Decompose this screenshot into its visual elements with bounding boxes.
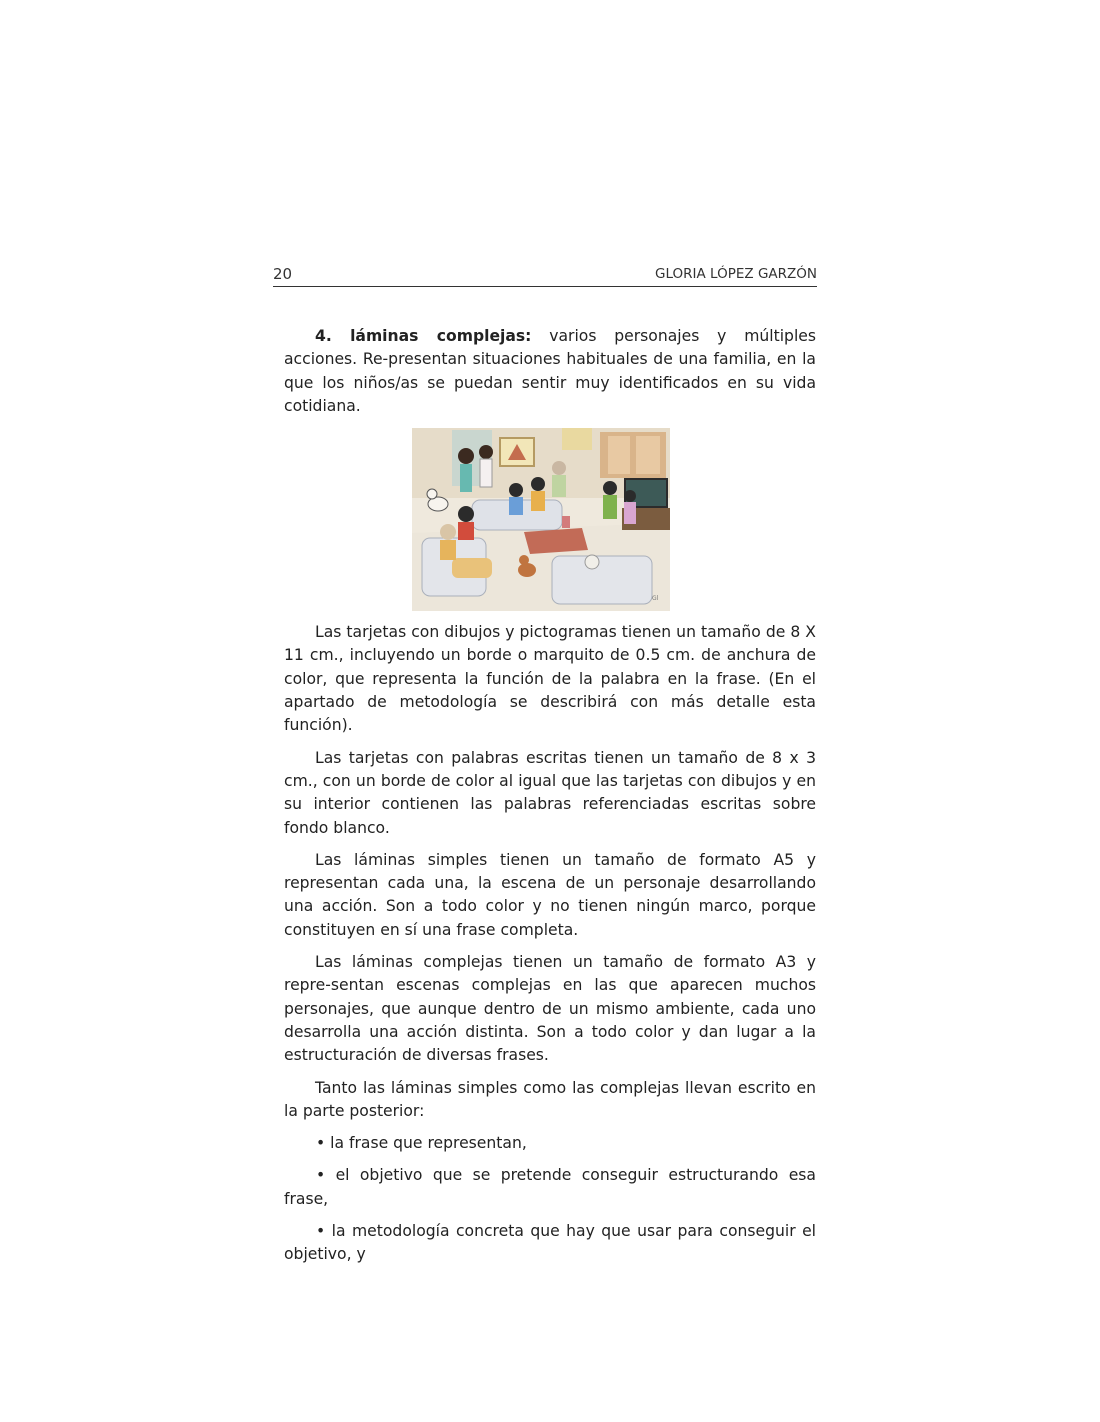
bullet-item-1: • la frase que representan,	[316, 1134, 527, 1153]
running-author: GLORIA LÓPEZ GARZÓN	[655, 266, 817, 282]
paragraph-1: Las tarjetas con dibujos y pictogramas tienen un tamaño de 8 X 11 cm., incluyendo un borde o marquito de 0.5 cm. de anchura de color, que representa la función de la palabra en la frase. (En el apartado de metodología se describirá con más detalle esta función).	[284, 623, 816, 735]
intro-paragraph	[284, 325, 816, 418]
page-body	[284, 325, 816, 1276]
family-living-room-illustration-icon	[412, 428, 670, 611]
running-header	[273, 265, 817, 287]
intro-text: varios personajes y múltiples acciones. Re-presentan situaciones habituales de una familia, en la que los niños/as se puedan sentir muy identificados en su vida cotidiana.	[284, 327, 816, 415]
page-number: 20	[273, 265, 293, 283]
paragraph-4: Las láminas complejas tienen un tamaño de formato A3 y repre-sentan escenas complejas en las que aparecen muchos personajes, que aunque dentro de un mismo ambiente, cada uno desarrolla una acción distinta. Son a todo color y dan lugar a la estructuración de diversas frases.	[284, 953, 816, 1065]
bullet-item-2: • el objetivo que se pretende conseguir estructurando esa frase,	[284, 1166, 816, 1208]
paragraph-2: Las tarjetas con palabras escritas tienen un tamaño de 8 x 3 cm., con un borde de color al igual que las tarjetas con dibujos y en su interior contienen las palabras referenciadas escritas sobre fondo blanco.	[284, 748, 816, 837]
paragraph-5: Tanto las láminas simples como las complejas llevan escrito en la parte posterior:	[284, 1078, 816, 1120]
intro-term: 4. láminas complejas:	[315, 327, 532, 345]
svg-text:Gl: Gl	[652, 595, 659, 603]
bullet-item-3: • la metodología concreta que hay que usar para conseguir el objetivo, y	[284, 1222, 816, 1264]
paragraph-3: Las láminas simples tienen un tamaño de formato A5 y representan cada una, la escena de un personaje desarrollando una acción. Son a todo color y no tienen ningún marco, porque constituyen en sí una frase completa.	[284, 850, 816, 939]
